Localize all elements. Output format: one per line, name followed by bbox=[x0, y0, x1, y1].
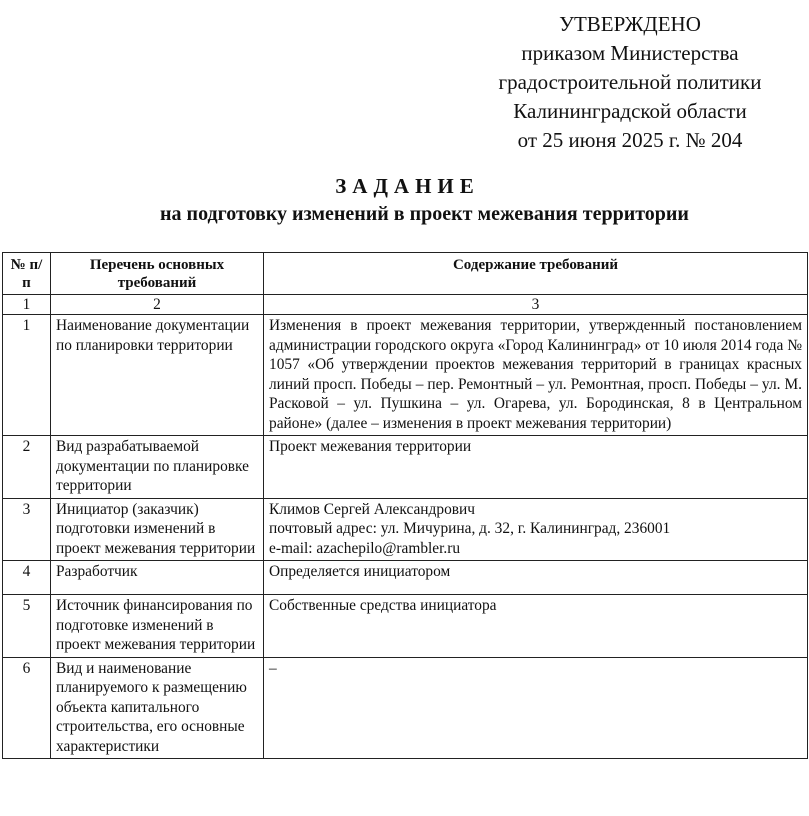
header-requirements-list: Перечень основных требований bbox=[51, 253, 264, 295]
table-row bbox=[3, 595, 808, 658]
row-requirement: Источник финансирования по подготовке изменений в проект межевания территории bbox=[51, 595, 264, 658]
table-row bbox=[3, 315, 808, 436]
row-content: Изменения в проект межевания территории, утвержденный постановлением администрации городского округа «Город Калининград» от 10 июля 2014 года № 1057 «Об утверждении проектов межевания территорий в границах красных линий просп. Победы – пер. Ремонтный – ул. Ремонтная, просп. Победы – ул. М. Расковой – ул. Пушкина – ул. Огарева, ул. Бородинская, 8 в Центральном районе» (далее – изменения в проект межевания территории) bbox=[264, 315, 808, 436]
table-row bbox=[3, 498, 808, 561]
table-row bbox=[3, 657, 808, 759]
approval-line: УТВЕРЖДЕНО bbox=[559, 12, 701, 36]
index-cell: 1 bbox=[3, 295, 51, 315]
table-header-row bbox=[3, 253, 808, 295]
row-number: 5 bbox=[3, 595, 51, 658]
row-requirement: Наименование документации по планировки территории bbox=[51, 315, 264, 436]
title-main: ЗАДАНИЕ bbox=[335, 174, 480, 198]
index-cell: 2 bbox=[51, 295, 264, 315]
row-number: 3 bbox=[3, 498, 51, 561]
initiator-name: Климов Сергей Александрович bbox=[269, 500, 476, 518]
requirements-table bbox=[2, 252, 808, 759]
table-row bbox=[3, 436, 808, 499]
row-requirement: Вид разрабатываемой документации по планировке территории bbox=[51, 436, 264, 499]
row-content: – bbox=[264, 657, 808, 759]
row-number: 2 bbox=[3, 436, 51, 499]
initiator-postal-address: почтовый адрес: ул. Мичурина, д. 32, г. Калининград, 236001 bbox=[269, 520, 671, 537]
row-requirement: Разработчик bbox=[51, 561, 264, 595]
row-requirement: Инициатор (заказчик) подготовки изменений в проект межевания территории bbox=[51, 498, 264, 561]
row-content bbox=[264, 498, 808, 561]
header-requirements-content: Содержание требований bbox=[264, 253, 808, 295]
row-requirement: Вид и наименование планируемого к размещению объекта капитального строительства, его основные характеристики bbox=[51, 657, 264, 759]
initiator-email: e-mail: azachepilo@rambler.ru bbox=[269, 539, 461, 557]
row-content: Проект межевания территории bbox=[264, 436, 808, 499]
approval-line: градостроительной политики bbox=[498, 70, 762, 94]
approval-line: Калининградской области bbox=[513, 99, 747, 123]
approval-line: от 25 июня 2025 г. № 204 bbox=[517, 128, 743, 152]
row-number: 6 bbox=[3, 657, 51, 759]
row-content: Определяется инициатором bbox=[264, 561, 808, 595]
row-content: Собственные средства инициатора bbox=[264, 595, 808, 658]
index-cell: 3 bbox=[264, 295, 808, 315]
header-number: № п/п bbox=[3, 253, 51, 295]
document-title bbox=[0, 172, 809, 228]
row-number: 4 bbox=[3, 561, 51, 595]
table-row bbox=[3, 561, 808, 595]
title-subtitle: на подготовку изменений в проект межевания территории bbox=[160, 203, 689, 225]
row-number: 1 bbox=[3, 315, 51, 436]
approval-stamp bbox=[470, 10, 790, 155]
approval-line: приказом Министерства bbox=[521, 41, 739, 65]
column-index-row bbox=[3, 295, 808, 315]
